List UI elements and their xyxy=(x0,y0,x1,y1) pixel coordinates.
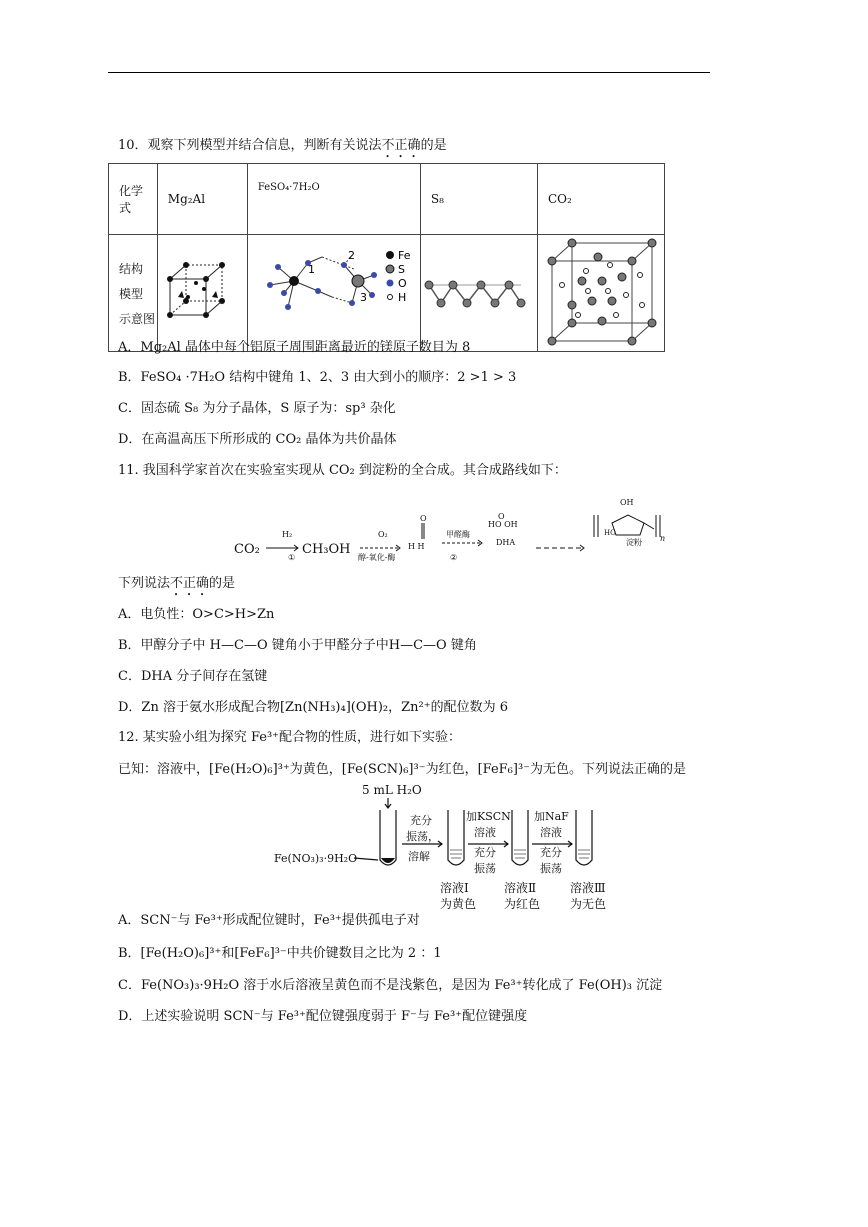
route-step2: ② xyxy=(450,553,458,562)
q11-option-a: A．电负性：O>C>H>Zn xyxy=(118,607,275,622)
formula-co2: CO₂ xyxy=(538,164,665,235)
step3-bottom-2: 振荡 xyxy=(540,862,562,875)
q10-stem-end: 的是 xyxy=(420,138,447,153)
tube1-label-2: 为黄色 xyxy=(440,897,477,911)
q12-known: 已知：溶液中，[Fe(H₂O)₆]³⁺为黄色，[Fe(SCN)₆]³⁻为红色，[FeF₆]³⁻为无色。下列说法正确的是 xyxy=(118,762,687,777)
s8-model-cell xyxy=(420,235,537,352)
test-tube-3 xyxy=(576,810,592,865)
route-dha: DHA xyxy=(496,538,516,547)
route-formaldehyde-h: H H xyxy=(408,542,425,551)
route-formaldehyde-o: O xyxy=(420,514,427,523)
tube2-label-2: 为红色 xyxy=(504,897,541,911)
step1-top-1: 充分 xyxy=(410,814,432,827)
test-tube-0 xyxy=(380,810,396,865)
legend-s: S xyxy=(397,263,405,276)
route-step1: ① xyxy=(288,553,296,562)
q10-table xyxy=(108,163,665,352)
step3-top-1: 加NaF xyxy=(534,810,569,823)
angle-label-1: 1 xyxy=(307,263,315,276)
q12-option-a: A．SCN⁻与 Fe³⁺形成配位键时，Fe³⁺提供孤电子对 xyxy=(118,913,420,928)
row2-label-1: 结构 xyxy=(119,261,144,276)
angle-label-3: 3 xyxy=(359,291,367,304)
legend-fe: Fe xyxy=(397,249,411,262)
q11-option-b: B．甲醇分子中 H—C—O 键角小于甲醛分子中H—C—O 键角 xyxy=(118,638,477,653)
formula-feso4: FeSO₄·7H₂O xyxy=(247,164,420,235)
route-starch-n: n xyxy=(660,534,666,543)
q11-option-c: C．DHA 分子间存在氢键 xyxy=(118,669,268,684)
formula-mg2al: Mg₂Al xyxy=(157,164,247,235)
row2-label-cell xyxy=(109,235,158,352)
route-h2: H₂ xyxy=(282,530,293,539)
header-rule xyxy=(108,72,710,73)
feso4-structure-diagram xyxy=(248,235,414,348)
row2-label-3: 示意图 xyxy=(119,311,156,326)
q11-substem-text: 下列说法 xyxy=(118,576,171,591)
route-starch-oh: OH xyxy=(620,498,634,507)
tube3-label-1: 溶液Ⅲ xyxy=(570,881,606,895)
q11-substem-end: 的是 xyxy=(209,576,236,591)
mg2al-model-cell xyxy=(157,235,247,352)
q11-synthesis-route xyxy=(230,493,670,565)
angle-label-2: 2 xyxy=(347,249,355,262)
q12-option-c: C．Fe(NO₃)₃·9H₂O 溶于水后溶液呈黄色而不是浅紫色，是因为 Fe³⁺转化成了 Fe(OH)₃ 沉淀 xyxy=(118,978,663,993)
row2-label-2: 模型 xyxy=(119,286,144,301)
step1-top-2: 振荡， xyxy=(406,830,439,843)
q11-substem xyxy=(118,575,235,599)
q11-stem: 11. 我国科学家首次在实验室实现从 CO₂ 到淀粉的全合成。其合成路线如下： xyxy=(118,463,567,478)
q10-option-c: C．固态硫 S₈ 为分子晶体，S 原子为：sp³ 杂化 xyxy=(118,401,396,416)
co2-crystal-diagram xyxy=(538,235,664,348)
reagent-label: Fe(NO₃)₃·9H₂O xyxy=(274,852,358,865)
step1-bottom: 溶解 xyxy=(408,850,430,863)
q10-stem-text: 10．观察下列模型并结合信息，判断有关说法 xyxy=(118,138,382,153)
feso4-model-cell xyxy=(247,235,420,352)
water-label: 5 mL H₂O xyxy=(362,783,422,797)
s8-ring-diagram xyxy=(421,235,531,348)
q11-emphasis: 不正确 xyxy=(170,576,210,591)
tube1-label-1: 溶液Ⅰ xyxy=(440,881,469,895)
tube2-label-1: 溶液Ⅱ xyxy=(504,881,537,895)
table-header-label: 化学式 xyxy=(109,164,158,235)
route-co2: CO₂ xyxy=(234,542,260,557)
route-dha-formula: HO OH xyxy=(488,520,518,529)
q12-option-d: D．上述实验说明 SCN⁻与 Fe³⁺配位键强度弱于 F⁻与 Fe³⁺配位键强度 xyxy=(118,1009,528,1024)
test-tube-1 xyxy=(448,810,464,865)
route-starch: 淀粉 xyxy=(626,538,642,547)
route-enzyme2: 甲醛酶 xyxy=(446,530,470,539)
q10-option-a: A．Mg₂Al 晶体中每个铝原子周围距离最近的镁原子数目为 8 xyxy=(118,340,471,355)
route-ch3oh: CH₃OH xyxy=(302,542,351,557)
q10-emphasis: 不正确 xyxy=(381,138,421,153)
test-tube-2 xyxy=(512,810,528,865)
tube3-label-2: 为无色 xyxy=(570,897,607,911)
mg2al-crystal-diagram xyxy=(158,235,241,348)
q12-option-b: B．[Fe(H₂O)₆]³⁺和[FeF₆]³⁻中共价键数目之比为 2 ：1 xyxy=(118,946,442,961)
step2-bottom-1: 充分 xyxy=(474,846,496,859)
formula-s8: S₈ xyxy=(420,164,537,235)
legend-h: H xyxy=(397,291,407,304)
legend-o: O xyxy=(397,277,407,290)
q10-option-d: D．在高温高压下所形成的 CO₂ 晶体为共价晶体 xyxy=(118,432,397,447)
step2-top-2: 溶液 xyxy=(474,826,496,839)
step2-top-1: 加KSCN xyxy=(466,810,511,823)
q12-stem: 12. 某实验小组为探究 Fe³⁺配合物的性质，进行如下实验： xyxy=(118,730,462,745)
q11-option-d: D．Zn 溶于氨水形成配合物[Zn(NH₃)₄](OH)₂，Zn²⁺的配位数为 6 xyxy=(118,700,509,715)
q10-option-b: B．FeSO₄ ·7H₂O 结构中键角 1、2、3 由大到小的顺序：2 >1 > 3 xyxy=(118,370,517,385)
route-o2: O₂ xyxy=(378,530,388,539)
step3-bottom-1: 充分 xyxy=(540,846,562,859)
co2-model-cell xyxy=(538,235,665,352)
route-dha-o: O xyxy=(498,512,505,521)
step2-bottom-2: 振荡 xyxy=(474,862,496,875)
q12-experiment-diagram xyxy=(270,780,610,912)
step3-top-2: 溶液 xyxy=(540,826,562,839)
q10-stem xyxy=(118,137,447,161)
route-starch-ho: HO xyxy=(604,529,616,537)
route-enzyme1: 醇-氧化-酶 xyxy=(358,553,396,562)
